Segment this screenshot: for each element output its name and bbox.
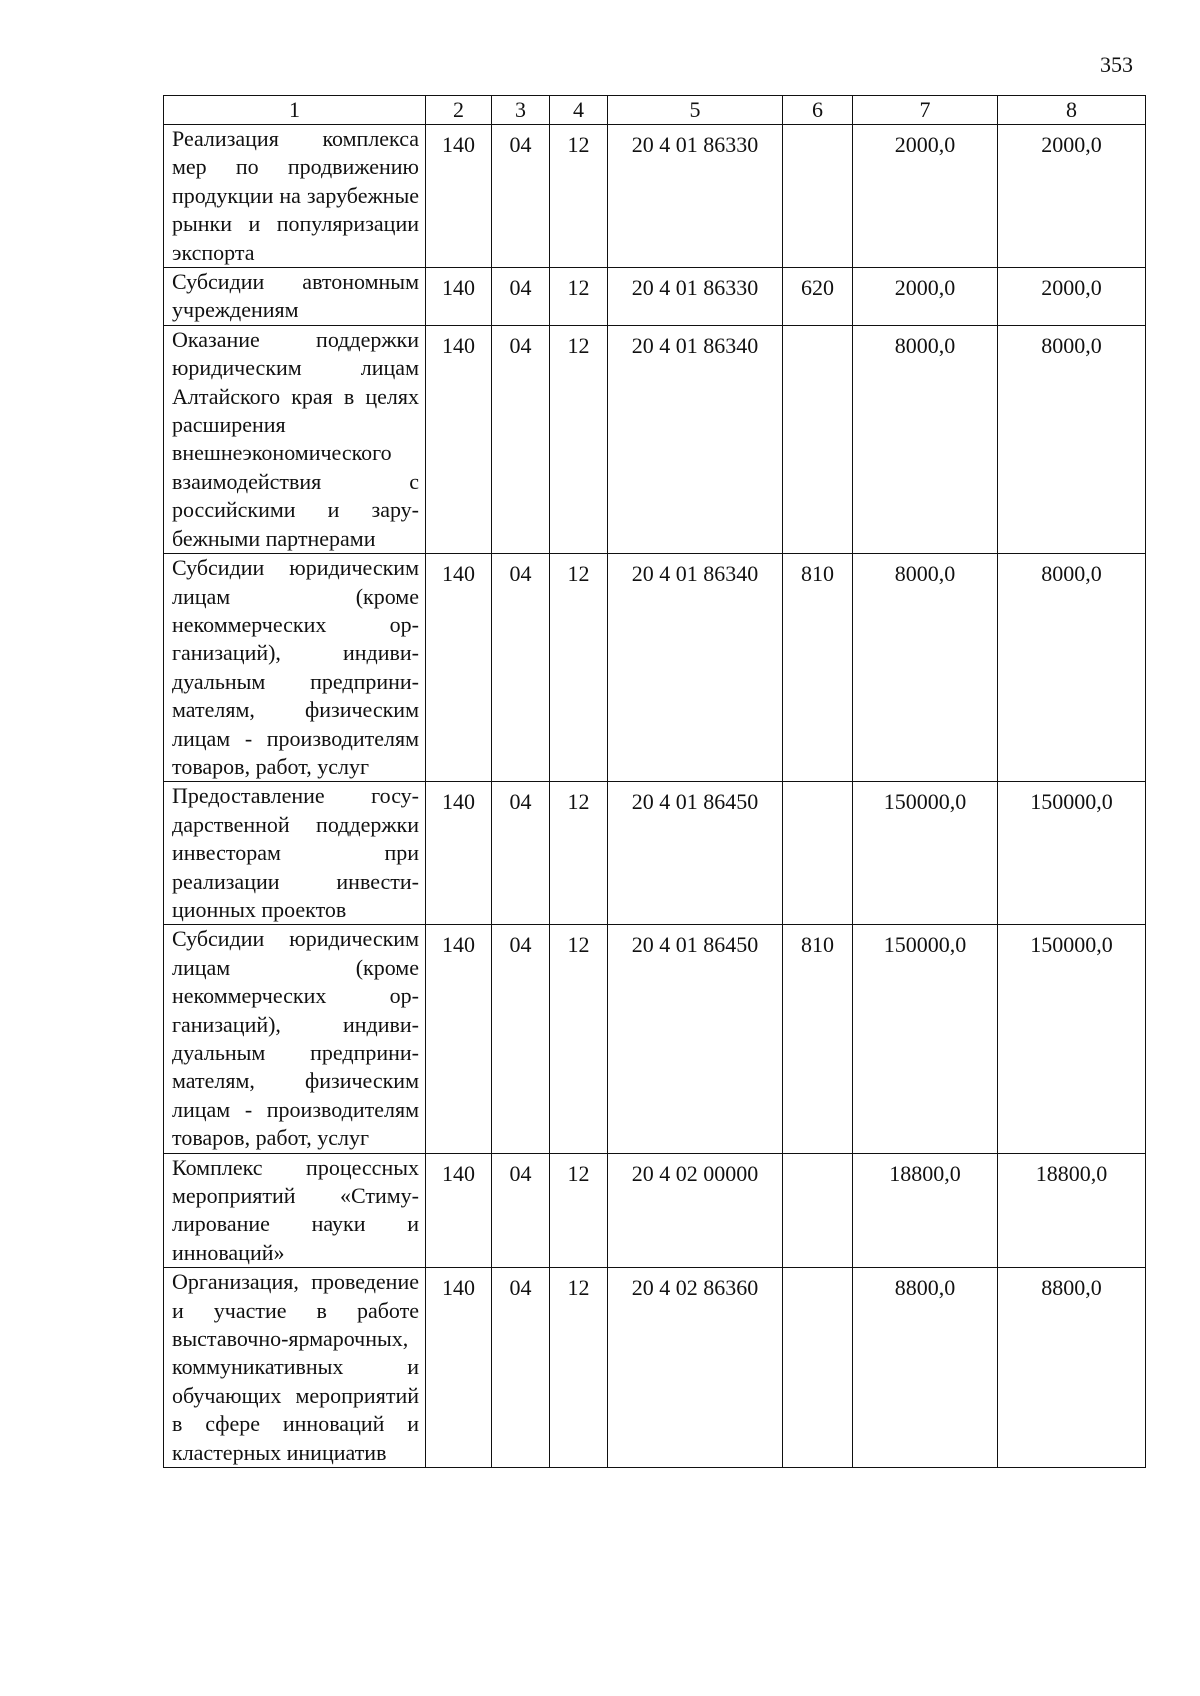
row-sum-year-1: 150000,0 [853,782,998,925]
row-section: 04 [492,1153,550,1268]
row-subsection: 12 [550,268,608,326]
row-sum-year-1: 2000,0 [853,125,998,268]
row-sum-year-1: 8000,0 [853,554,998,782]
row-subsection: 12 [550,125,608,268]
row-sum-year-2: 150000,0 [998,782,1146,925]
row-target-article: 20 4 01 86340 [608,325,783,553]
table-row [164,925,1146,1153]
row-name: Реализация комплекса мер по продвижению продукции на зарубежные рынки и популяризации экспорта [164,125,426,268]
table-row [164,125,1146,268]
row-target-article: 20 4 01 86330 [608,125,783,268]
row-expense-type [783,782,853,925]
row-sum-year-2: 8800,0 [998,1268,1146,1468]
row-subsection: 12 [550,325,608,553]
row-target-article: 20 4 01 86450 [608,925,783,1153]
row-expense-type: 620 [783,268,853,326]
table-header-row [164,96,1146,125]
row-sum-year-1: 18800,0 [853,1153,998,1268]
row-section: 04 [492,1268,550,1468]
header-cell: 1 [164,96,426,125]
header-cell: 4 [550,96,608,125]
row-subsection: 12 [550,782,608,925]
table-row [164,1268,1146,1468]
row-admin-code: 140 [426,782,492,925]
row-subsection: 12 [550,1153,608,1268]
header-cell: 3 [492,96,550,125]
row-expense-type: 810 [783,925,853,1153]
table-row [164,325,1146,553]
row-admin-code: 140 [426,325,492,553]
row-admin-code: 140 [426,1153,492,1268]
row-sum-year-2: 8000,0 [998,325,1146,553]
row-section: 04 [492,782,550,925]
table-row [164,1153,1146,1268]
header-cell: 5 [608,96,783,125]
row-expense-type [783,1268,853,1468]
header-cell: 8 [998,96,1146,125]
row-subsection: 12 [550,1268,608,1468]
row-target-article: 20 4 02 00000 [608,1153,783,1268]
row-sum-year-2: 18800,0 [998,1153,1146,1268]
row-admin-code: 140 [426,125,492,268]
row-admin-code: 140 [426,925,492,1153]
row-target-article: 20 4 01 86330 [608,268,783,326]
header-cell: 6 [783,96,853,125]
row-expense-type [783,325,853,553]
row-sum-year-1: 8800,0 [853,1268,998,1468]
row-admin-code: 140 [426,554,492,782]
row-name: Субсидии автономным учреждениям [164,268,426,326]
row-target-article: 20 4 02 86360 [608,1268,783,1468]
header-cell: 7 [853,96,998,125]
row-subsection: 12 [550,554,608,782]
row-expense-type: 810 [783,554,853,782]
row-section: 04 [492,325,550,553]
row-expense-type [783,125,853,268]
row-name: Субсидии юридическим лицам (кроме некоммерческих организаций), индивидуальным предпринимателям, физическим лицам - производителям товаров, работ, услуг [164,554,426,782]
table-row [164,268,1146,326]
page-number: 353 [1100,52,1133,77]
row-sum-year-2: 2000,0 [998,125,1146,268]
row-name: Оказание поддержки юридическим лицам Алтайского края в целях расширения внешнеэкономического взаимодействия с российскими и зарубежными партнерами [164,325,426,553]
row-subsection: 12 [550,925,608,1153]
row-sum-year-1: 8000,0 [853,325,998,553]
header-cell: 2 [426,96,492,125]
table-row [164,554,1146,782]
row-target-article: 20 4 01 86450 [608,782,783,925]
row-target-article: 20 4 01 86340 [608,554,783,782]
row-name: Субсидии юридическим лицам (кроме некоммерческих организаций), индивидуальным предпринимателям, физическим лицам - производителям товаров, работ, услуг [164,925,426,1153]
row-section: 04 [492,268,550,326]
budget-table [163,95,1146,1468]
row-admin-code: 140 [426,1268,492,1468]
row-admin-code: 140 [426,268,492,326]
row-name: Организация, проведение и участие в работе выставочно-ярмарочных, коммуникативных и обучающих мероприятий в сфере инноваций и кластерных инициатив [164,1268,426,1468]
row-sum-year-1: 2000,0 [853,268,998,326]
row-section: 04 [492,925,550,1153]
row-sum-year-2: 2000,0 [998,268,1146,326]
row-section: 04 [492,125,550,268]
row-expense-type [783,1153,853,1268]
table-row [164,782,1146,925]
row-sum-year-1: 150000,0 [853,925,998,1153]
row-name: Комплекс процессных мероприятий «Стимулирование науки и инноваций» [164,1153,426,1268]
row-sum-year-2: 150000,0 [998,925,1146,1153]
row-section: 04 [492,554,550,782]
row-name: Предоставление государственной поддержки инвесторам при реализации инвестиционных проектов [164,782,426,925]
row-sum-year-2: 8000,0 [998,554,1146,782]
